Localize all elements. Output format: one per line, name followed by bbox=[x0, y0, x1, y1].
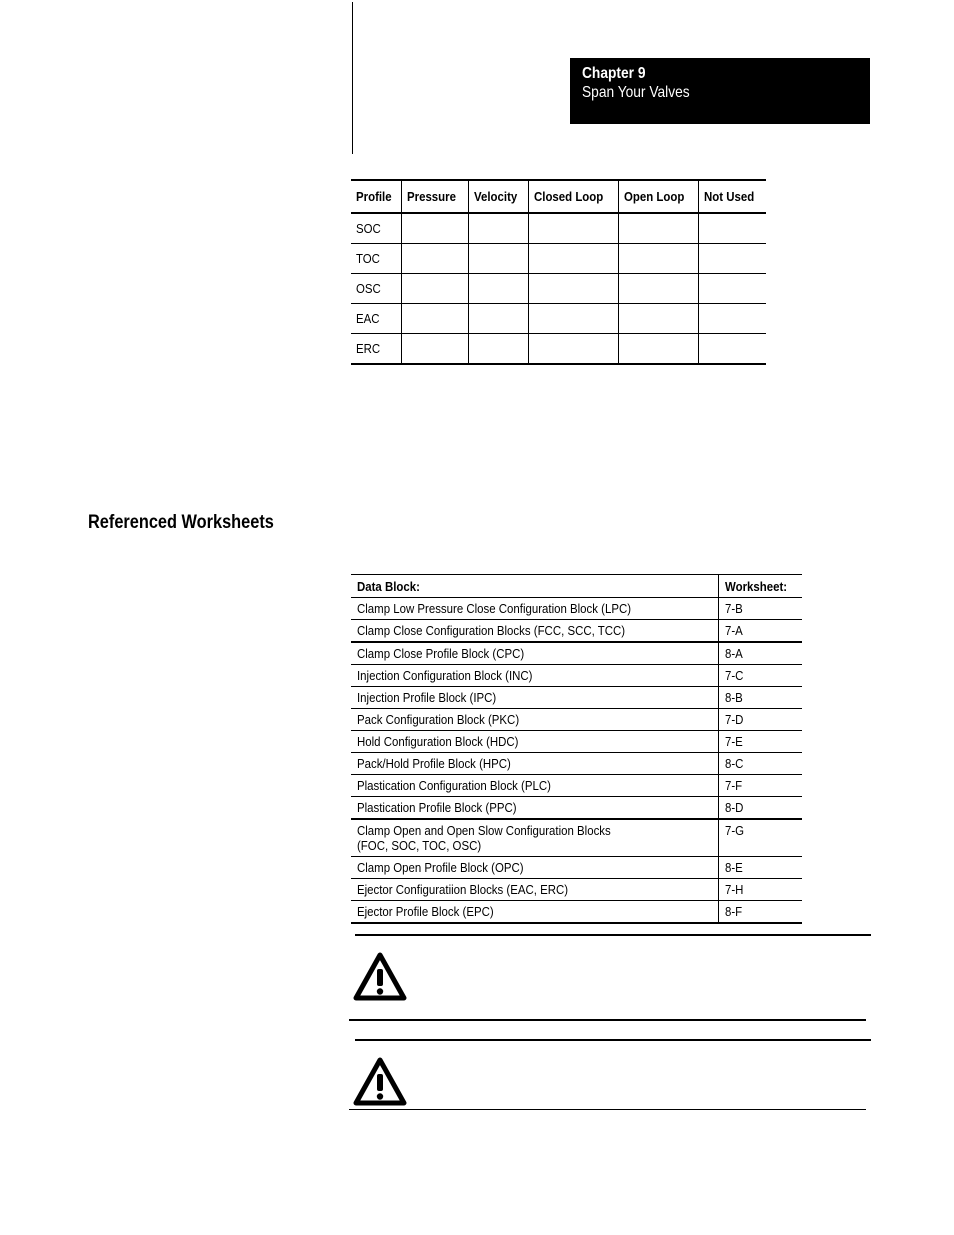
empty-cell bbox=[698, 304, 766, 334]
caution-top-rule bbox=[355, 1039, 871, 1041]
table-row bbox=[351, 598, 802, 620]
empty-cell bbox=[469, 334, 529, 365]
table-row bbox=[351, 244, 766, 274]
table-row bbox=[351, 709, 802, 731]
data-block-cell: Plastication Profile Block (PPC) bbox=[351, 797, 719, 820]
caution-top-rule bbox=[355, 934, 871, 936]
empty-cell bbox=[618, 304, 698, 334]
worksheet-cell: 8-F bbox=[719, 901, 802, 924]
worksheet-cell: 7-B bbox=[719, 598, 802, 620]
col-velocity: Velocity bbox=[469, 180, 529, 213]
profile-cell: EAC bbox=[351, 304, 402, 334]
caution-bottom-rule bbox=[349, 1109, 866, 1110]
empty-cell bbox=[529, 304, 619, 334]
table-row bbox=[351, 620, 802, 643]
worksheet-cell: 7-G bbox=[719, 819, 802, 857]
data-block-cell: Pack Configuration Block (PKC) bbox=[351, 709, 719, 731]
empty-cell bbox=[618, 213, 698, 244]
empty-cell bbox=[698, 244, 766, 274]
table-row bbox=[351, 879, 802, 901]
table-row bbox=[351, 901, 802, 924]
margin-rule bbox=[352, 2, 353, 154]
col-worksheet: Worksheet: bbox=[719, 575, 802, 598]
worksheet-cell: 7-F bbox=[719, 775, 802, 797]
data-block-cell: Plastication Configuration Block (PLC) bbox=[351, 775, 719, 797]
table-row bbox=[351, 213, 766, 244]
table-row bbox=[351, 334, 766, 365]
table-row bbox=[351, 687, 802, 709]
empty-cell bbox=[529, 244, 619, 274]
data-block-cell: Ejector Configuratiion Blocks (EAC, ERC) bbox=[351, 879, 719, 901]
caution-block bbox=[349, 1039, 866, 1111]
chapter-label: Chapter 9 bbox=[582, 65, 646, 82]
table-row bbox=[351, 274, 766, 304]
table-row bbox=[351, 797, 802, 820]
worksheet-cell: 8-D bbox=[719, 797, 802, 820]
empty-cell bbox=[402, 334, 469, 365]
data-block-cell: Pack/Hold Profile Block (HPC) bbox=[351, 753, 719, 775]
data-block-cell: Ejector Profile Block (EPC) bbox=[351, 901, 719, 924]
col-not-used: Not Used bbox=[698, 180, 766, 213]
empty-cell bbox=[402, 244, 469, 274]
col-closed-loop: Closed Loop bbox=[529, 180, 619, 213]
col-open-loop: Open Loop bbox=[618, 180, 698, 213]
worksheet-cell: 7-A bbox=[719, 620, 802, 643]
chapter-title: Span Your Valves bbox=[582, 84, 690, 101]
data-block-cell: Clamp Open Profile Block (OPC) bbox=[351, 857, 719, 879]
empty-cell bbox=[618, 274, 698, 304]
worksheet-cell: 8-E bbox=[719, 857, 802, 879]
data-block-cell: Clamp Low Pressure Close Configuration Block (LPC) bbox=[351, 598, 719, 620]
empty-cell bbox=[469, 274, 529, 304]
empty-cell bbox=[698, 274, 766, 304]
table-row bbox=[351, 857, 802, 879]
empty-cell bbox=[618, 334, 698, 365]
table-row bbox=[351, 304, 766, 334]
worksheet-table bbox=[351, 574, 802, 924]
col-data-block: Data Block: bbox=[351, 575, 719, 598]
empty-cell bbox=[469, 244, 529, 274]
warning-triangle-icon bbox=[353, 952, 407, 1007]
empty-cell bbox=[402, 304, 469, 334]
empty-cell bbox=[529, 274, 619, 304]
empty-cell bbox=[529, 334, 619, 365]
data-block-cell: Clamp Close Configuration Blocks (FCC, SCC, TCC) bbox=[351, 620, 719, 643]
empty-cell bbox=[469, 213, 529, 244]
col-profile: Profile bbox=[351, 180, 402, 213]
warning-triangle-icon bbox=[353, 1057, 407, 1112]
profile-cell: SOC bbox=[351, 213, 402, 244]
profile-cell: OSC bbox=[351, 274, 402, 304]
profile-cell: ERC bbox=[351, 334, 402, 365]
profile-table-header bbox=[351, 180, 766, 213]
table-row bbox=[351, 819, 802, 857]
empty-cell bbox=[529, 213, 619, 244]
table-row bbox=[351, 753, 802, 775]
table-row bbox=[351, 775, 802, 797]
empty-cell bbox=[402, 213, 469, 244]
worksheet-table-header bbox=[351, 575, 802, 598]
worksheet-cell: 7-C bbox=[719, 665, 802, 687]
profile-table bbox=[351, 179, 766, 365]
col-pressure: Pressure bbox=[402, 180, 469, 213]
worksheet-cell: 8-C bbox=[719, 753, 802, 775]
table-row bbox=[351, 642, 802, 665]
worksheet-cell: 7-H bbox=[719, 879, 802, 901]
data-block-cell: Clamp Open and Open Slow Configuration Blocks (FOC, SOC, TOC, OSC) bbox=[351, 819, 719, 857]
data-block-cell: Clamp Close Profile Block (CPC) bbox=[351, 642, 719, 665]
empty-cell bbox=[698, 213, 766, 244]
table-row bbox=[351, 665, 802, 687]
data-block-cell: Injection Profile Block (IPC) bbox=[351, 687, 719, 709]
caution-bottom-rule bbox=[349, 1019, 866, 1021]
worksheet-cell: 8-A bbox=[719, 642, 802, 665]
data-block-cell: Injection Configuration Block (INC) bbox=[351, 665, 719, 687]
worksheet-cell: 8-B bbox=[719, 687, 802, 709]
chapter-header bbox=[570, 58, 870, 124]
worksheet-cell: 7-D bbox=[719, 709, 802, 731]
worksheet-cell: 7-E bbox=[719, 731, 802, 753]
empty-cell bbox=[698, 334, 766, 365]
empty-cell bbox=[469, 304, 529, 334]
data-block-cell: Hold Configuration Block (HDC) bbox=[351, 731, 719, 753]
profile-cell: TOC bbox=[351, 244, 402, 274]
section-heading: Referenced Worksheets bbox=[88, 512, 274, 533]
empty-cell bbox=[402, 274, 469, 304]
caution-block bbox=[349, 934, 866, 1022]
empty-cell bbox=[618, 244, 698, 274]
table-row bbox=[351, 731, 802, 753]
